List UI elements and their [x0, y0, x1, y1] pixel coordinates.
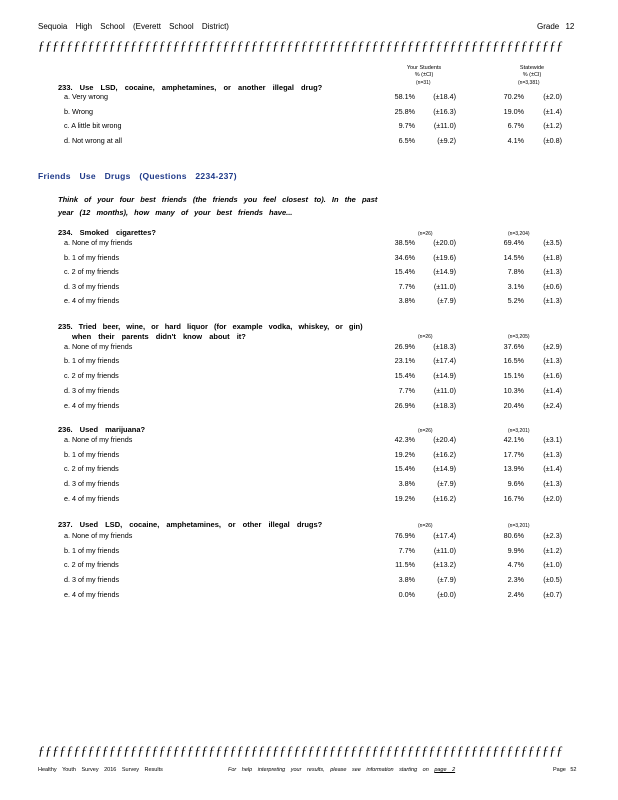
your-students-subtitle: % (±CI) [414, 72, 434, 78]
n-your-q237: (n=26) [418, 523, 433, 529]
your-pct: 3.8% [398, 296, 415, 305]
your-pct: 6.5% [398, 136, 415, 145]
your-pct: 19.2% [394, 494, 415, 503]
your-pct: 7.7% [398, 282, 415, 291]
state-pct: 15.1% [503, 371, 524, 380]
state-pct: 5.2% [507, 296, 524, 305]
option-label: e. 4 of my friends [64, 590, 120, 599]
state-ci: (±0.7) [543, 590, 562, 599]
option-label: e. 4 of my friends [64, 494, 120, 503]
your-ci: (±11.0) [433, 386, 456, 395]
footer-page-link[interactable]: page 2 [434, 767, 456, 773]
your-ci: (±18.3) [433, 342, 456, 351]
state-pct: 69.4% [503, 238, 524, 247]
question-235-title-continued: when their parents didn't know about it? [72, 332, 246, 341]
your-ci: (±14.9) [433, 267, 456, 276]
state-pct: 17.7% [503, 450, 524, 459]
grade-label: Grade 12 [537, 22, 575, 31]
state-pct: 3.1% [507, 282, 524, 291]
state-pct: 7.8% [507, 267, 524, 276]
state-pct: 70.2% [503, 92, 524, 101]
state-pct: 16.7% [503, 494, 524, 503]
n-state-q234: (n=3,204) [508, 231, 530, 237]
state-pct: 19.0% [503, 107, 524, 116]
option-label: a. None of my friends [64, 238, 133, 247]
option-label: b. 1 of my friends [64, 546, 120, 555]
your-pct: 23.1% [394, 356, 415, 365]
your-ci: (±17.4) [433, 531, 456, 540]
state-ci: (±2.9) [543, 342, 562, 351]
option-label: b. 1 of my friends [64, 253, 120, 262]
statewide-heading [502, 65, 562, 79]
n-state-q233: (n=3,381) [518, 80, 540, 86]
state-pct: 9.6% [507, 479, 524, 488]
your-pct: 15.4% [394, 464, 415, 473]
option-label: c. A little bit wrong [64, 121, 122, 130]
your-pct: 3.8% [398, 575, 415, 584]
top-divider: ƒƒƒƒƒƒƒƒƒƒƒƒƒƒƒƒƒƒƒƒƒƒƒƒƒƒƒƒƒƒƒƒƒƒƒƒƒƒƒƒƒƒƒƒƒƒƒƒƒƒƒƒƒƒƒƒƒƒƒƒƒƒƒƒƒƒƒƒƒƒƒƒƒƒ [38, 38, 564, 53]
state-ci: (±1.3) [543, 479, 562, 488]
state-ci: (±2.0) [543, 494, 562, 503]
footer-help-label: For help interpreting your results, please see information starting on [228, 767, 429, 773]
your-pct: 26.9% [394, 401, 415, 410]
your-pct: 7.7% [398, 386, 415, 395]
n-state-q235: (n=3,205) [508, 334, 530, 340]
your-pct: 42.3% [394, 435, 415, 444]
your-ci: (±14.9) [433, 464, 456, 473]
n-your-q235: (n=26) [418, 334, 433, 340]
state-ci: (±3.1) [543, 435, 562, 444]
your-ci: (±11.0) [433, 546, 456, 555]
state-pct: 2.4% [507, 590, 524, 599]
your-ci: (±20.4) [433, 435, 456, 444]
state-ci: (±0.8) [543, 136, 562, 145]
option-label: b. Wrong [64, 107, 94, 116]
state-pct: 37.6% [503, 342, 524, 351]
your-ci: (±11.0) [433, 121, 456, 130]
state-ci: (±2.3) [543, 531, 562, 540]
your-pct: 19.2% [394, 450, 415, 459]
state-ci: (±2.4) [543, 401, 562, 410]
option-label: c. 2 of my friends [64, 560, 119, 569]
question-233-title: 233. Use LSD, cocaine, amphetamines, or another illegal drug? [58, 83, 323, 92]
footer-help-text [228, 767, 455, 773]
option-label: b. 1 of my friends [64, 356, 120, 365]
your-ci: (±14.9) [433, 371, 456, 380]
option-label: d. 3 of my friends [64, 479, 120, 488]
n-your-q236: (n=26) [418, 428, 433, 434]
option-label: a. None of my friends [64, 531, 133, 540]
state-pct: 42.1% [503, 435, 524, 444]
your-ci: (±18.3) [433, 401, 456, 410]
your-ci: (±7.9) [437, 479, 456, 488]
n-your-q233: (n=31) [416, 80, 431, 86]
your-pct: 34.6% [394, 253, 415, 262]
option-label: d. 3 of my friends [64, 575, 120, 584]
statewide-subtitle: % (±CI) [522, 72, 542, 78]
section-intro: Think of your four best friends (the friends you feel closest to). In the past year (12 months), how many of your best friends have... [58, 195, 378, 217]
state-ci: (±1.4) [543, 386, 562, 395]
state-ci: (±1.2) [543, 546, 562, 555]
state-pct: 13.9% [503, 464, 524, 473]
your-students-heading [394, 65, 454, 79]
n-state-q237: (n=3,201) [508, 523, 530, 529]
your-students-title: Your Students [406, 65, 442, 71]
your-pct: 11.5% [395, 560, 415, 569]
statewide-title: Statewide [519, 65, 545, 71]
your-pct: 15.4% [394, 371, 415, 380]
footer-survey-name: Healthy Youth Survey 2016 Survey Results [38, 767, 163, 773]
your-pct: 76.9% [394, 531, 415, 540]
your-pct: 38.5% [394, 238, 415, 247]
your-ci: (±11.0) [433, 282, 456, 291]
state-ci: (±1.6) [543, 371, 562, 380]
question-235-title: 235. Tried beer, wine, or hard liquor (for example vodka, whiskey, or gin) [58, 322, 363, 331]
option-label: d. 3 of my friends [64, 386, 120, 395]
your-pct: 9.7% [398, 121, 415, 130]
state-pct: 4.7% [507, 560, 524, 569]
state-ci: (±0.6) [543, 282, 562, 291]
your-pct: 15.4% [394, 267, 415, 276]
your-ci: (±16.2) [433, 450, 456, 459]
page-number: Page 52 [553, 767, 577, 773]
your-ci: (±18.4) [433, 92, 456, 101]
option-label: a. None of my friends [64, 435, 133, 444]
state-ci: (±1.3) [543, 296, 562, 305]
your-pct: 58.1% [394, 92, 415, 101]
your-pct: 3.8% [398, 479, 415, 488]
option-label: d. 3 of my friends [64, 282, 120, 291]
your-pct: 25.8% [394, 107, 415, 116]
n-state-q236: (n=3,201) [508, 428, 530, 434]
state-ci: (±1.4) [543, 464, 562, 473]
your-ci: (±16.3) [433, 107, 456, 116]
option-label: b. 1 of my friends [64, 450, 120, 459]
question-236-title: 236. Used marijuana? [58, 425, 146, 434]
your-ci: (±0.0) [437, 590, 456, 599]
option-label: e. 4 of my friends [64, 401, 120, 410]
state-ci: (±3.5) [543, 238, 562, 247]
your-ci: (±7.9) [437, 575, 456, 584]
your-ci: (±16.2) [433, 494, 456, 503]
your-ci: (±13.2) [433, 560, 456, 569]
state-pct: 20.4% [503, 401, 524, 410]
your-pct: 7.7% [398, 546, 415, 555]
option-label: c. 2 of my friends [64, 371, 119, 380]
n-your-q234: (n=26) [418, 231, 433, 237]
state-ci: (±1.4) [543, 107, 562, 116]
your-ci: (±17.4) [433, 356, 456, 365]
school-header: Sequoia High School (Everett School District) [38, 22, 229, 31]
your-pct: 26.9% [394, 342, 415, 351]
state-ci: (±1.0) [543, 560, 562, 569]
state-pct: 14.5% [503, 253, 524, 262]
your-ci: (±7.9) [437, 296, 456, 305]
section-title: Friends Use Drugs (Questions 2234-237) [38, 171, 237, 181]
option-label: a. Very wrong [64, 92, 108, 101]
state-pct: 80.6% [503, 531, 524, 540]
state-ci: (±1.3) [543, 267, 562, 276]
state-ci: (±2.0) [543, 92, 562, 101]
bottom-divider: ƒƒƒƒƒƒƒƒƒƒƒƒƒƒƒƒƒƒƒƒƒƒƒƒƒƒƒƒƒƒƒƒƒƒƒƒƒƒƒƒƒƒƒƒƒƒƒƒƒƒƒƒƒƒƒƒƒƒƒƒƒƒƒƒƒƒƒƒƒƒƒƒƒƒ [38, 743, 564, 758]
state-pct: 4.1% [507, 136, 524, 145]
option-label: c. 2 of my friends [64, 464, 119, 473]
state-ci: (±1.3) [543, 450, 562, 459]
your-ci: (±20.0) [433, 238, 456, 247]
option-label: d. Not wrong at all [64, 136, 122, 145]
state-ci: (±0.5) [543, 575, 562, 584]
state-pct: 9.9% [507, 546, 524, 555]
state-pct: 16.5% [503, 356, 524, 365]
state-ci: (±1.3) [543, 356, 562, 365]
question-234-title: 234. Smoked cigarettes? [58, 228, 156, 237]
state-pct: 6.7% [507, 121, 524, 130]
your-ci: (±9.2) [437, 136, 456, 145]
option-label: e. 4 of my friends [64, 296, 120, 305]
state-ci: (±1.8) [543, 253, 562, 262]
your-pct: 0.0% [398, 590, 415, 599]
state-pct: 10.3% [503, 386, 524, 395]
state-pct: 2.3% [507, 575, 524, 584]
your-ci: (±19.6) [433, 253, 456, 262]
option-label: a. None of my friends [64, 342, 133, 351]
option-label: c. 2 of my friends [64, 267, 119, 276]
state-ci: (±1.2) [543, 121, 562, 130]
question-237-title: 237. Used LSD, cocaine, amphetamines, or other illegal drugs? [58, 520, 323, 529]
